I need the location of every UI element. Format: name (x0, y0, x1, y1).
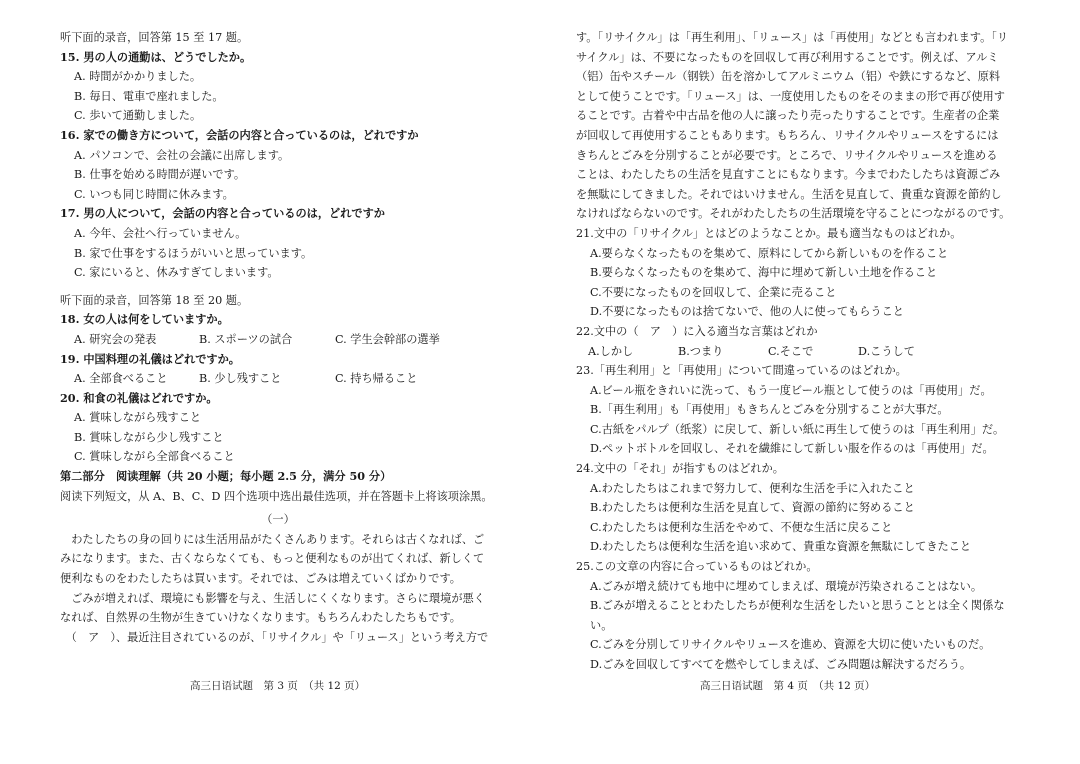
passage-text-left (60, 530, 496, 648)
passage-line: す。「リサイクル」は「再生利用」、「リュース」は「再使用」などとも言われます。「リ (576, 31, 1009, 44)
text-line: 20. 和食の礼儀はどれですか。 (60, 390, 218, 405)
passage-heading: （一） (261, 513, 295, 527)
q22-option-a: A.しかし (588, 344, 634, 358)
q22-option-d: D.こうして (858, 344, 915, 358)
passage-line: みになります。また、古くならなくても、もっと便利なものが出てくれば、新しくて (60, 552, 485, 566)
q21-stem: 21.文中の「リサイクル」とはどのようなことか。最も適当なものはどれか。 (576, 226, 962, 240)
q19-option-a: A. 全部食べること (74, 372, 168, 386)
answer-option: B.ごみが増えることとわたしたちが便利な生活をしたいと思うこととは全く関係な (590, 599, 1005, 613)
passage-line: が回収して再使用することもあります。もちろん、リサイクルやリュースをするには (576, 128, 999, 142)
answer-option: B.要らなくなったものを集めて、海中に埋めて新しい土地を作ること (590, 266, 938, 280)
q24-stem: 24.文中の「それ」が指すものはどれか。 (576, 462, 784, 476)
text-line: 15. 男の人の通勤は、どうでしたか。 (60, 49, 252, 64)
q18-option-a: A. 研究会の発表 (74, 332, 157, 346)
answer-option: C.ごみを分別してリサイクルやリュースを進め、資源を大切に使いたいものだ。 (590, 638, 991, 652)
page-footer-right: 高三日语试题 第 4 页 （共 12 页） (700, 680, 876, 692)
q23-stem: 23.「再生利用」と「再使用」について間違っているのはどれか。 (576, 364, 907, 378)
answer-option: い。 (590, 618, 613, 632)
passage-line: なれば、自然界の生物が生きていけなくなります。もちろんわたしたちもです。 (60, 611, 461, 625)
text-line: 17. 男の人について，会話の内容と合っているのは，どれですか (60, 206, 385, 221)
passage-line: として使うことです。「リュース」は、一度使用したものをそのままの形で再び使用す (576, 89, 1005, 103)
text-line: B. 家で仕事をするほうがいいと思っています。 (74, 246, 313, 260)
answer-option: A.わたしたちはこれまで努力して、便利な生活を手に入れたこと (590, 481, 915, 495)
text-line: B. 賞味しながら少し残すこと (74, 430, 224, 444)
q19-option-c: C. 持ち帰ること (335, 372, 418, 386)
q23-options (576, 381, 1020, 459)
answer-option: C.古紙をパルプ（纸浆）に戻して、新しい紙に再生して使うのは「再生利用」だ。 (590, 422, 1005, 436)
passage-line: なければならないのです。それがわたしたちの生活環境を守ることにつながるのです。 (576, 207, 1011, 221)
q20-and-reading-instructions (60, 389, 496, 507)
q24-options (576, 479, 1020, 557)
text-line: A. 今年、会社へ行っていません。 (74, 226, 247, 240)
answer-option: D.ごみを回収してすべてを燃やしてしまえば、ごみ問題は解決するだろう。 (590, 658, 972, 671)
passage-line: きちんとごみを分別することが必要です。ところで、リサイクルやリュースを進める (576, 148, 998, 162)
passage-line: ごみが増えれば、環境にも影響を与え、生活しにくくなります。さらに環境が悪く (60, 591, 485, 605)
q18-options (60, 330, 496, 350)
left-column (60, 28, 496, 647)
answer-option: D.不要になったものは捨てないで、他の人に使ってもらうこと (590, 305, 904, 319)
text-line: C. 賞味しながら全部食べること (74, 450, 235, 464)
text-line: A. パソコンで、会社の会議に出席します。 (74, 148, 290, 162)
text-line: 阅读下列短文，从 A、B、C、D 四个选项中选出最佳选项，并在答题卡上将该项涂黑。 (60, 489, 493, 503)
text-line: B. 毎日、電車で座れました。 (74, 89, 224, 103)
q22-stem: 22.文中の（ ア ）に入る適当な言葉はどれか (576, 324, 818, 338)
q22-options (576, 342, 1020, 362)
text-line: 18. 女の人は何をしていますか。 (60, 312, 229, 327)
passage-line: （ ア ）、最近注目されているのが、「リサイクル」や「リュース」という考え方で (60, 630, 489, 644)
answer-option: A.ビール瓶をきれいに洗って、もう一度ビール瓶として使うのは「再使用」だ。 (590, 383, 992, 397)
q19-options (60, 369, 496, 389)
passage-line: ることです。古着や中古品を他の人に譲ったり売ったりすることです。生産者の企業 (576, 109, 1000, 123)
answer-option: C.わたしたちは便利な生活をやめて、不便な生活に戻ること (590, 520, 893, 534)
text-line: C. 歩いて通勤しました。 (74, 109, 202, 123)
q22-option-b: B.つまり (678, 344, 724, 358)
passage-text-right (576, 28, 1020, 224)
passage-line: サイクル」は、不要になったものを回収して再び利用することです。例えば、アルミ (576, 50, 999, 64)
answer-option: B.「再生利用」も「再使用」もきちんとごみを分別することが大事だ。 (590, 403, 949, 417)
q18-option-b: B. スポーツの試合 (199, 332, 293, 346)
q18-option-c: C. 学生会幹部の選挙 (335, 332, 440, 346)
passage-line: ことは、わたしたちの生活を見直すことにもなります。今までわたしたちは資源ごみ (576, 168, 1001, 182)
text-line: C. 家にいると、休みすぎてしまいます。 (74, 266, 279, 280)
answer-option: D.わたしたちは便利な生活を追い求めて、貴重な資源を無駄にしてきたこと (590, 540, 972, 554)
answer-option: A.要らなくなったものを集めて、原料にしてから新しいものを作ること (590, 246, 949, 260)
text-line: 第二部分 阅读理解（共 20 小题；每小题 2.5 分，满分 50 分） (60, 469, 392, 484)
answer-option: B.わたしたちは便利な生活を見直して、資源の節約に努めること (590, 501, 915, 515)
q19-option-b: B. 少し残すこと (199, 372, 282, 386)
q19-stem: 19. 中国料理の礼儀はどれですか。 (60, 351, 240, 366)
listening-questions-15-17 (60, 28, 496, 283)
text-line: 听下面的录音，回答第 15 至 17 题。 (60, 31, 249, 44)
listening-questions-18-20 (60, 291, 496, 330)
answer-option: A.ごみが増え続けても地中に埋めてしまえば、環境が汚染されることはない。 (590, 579, 983, 593)
q25-options (576, 577, 1020, 675)
passage-line: を無駄にしてきました。それではいけません。生活を見直して、貴重な資源を節約し (576, 187, 1002, 201)
q22-option-c: C.そこで (768, 344, 814, 358)
q25-stem: 25.この文章の内容に合っているものはどれか。 (576, 560, 818, 574)
exam-page-4 (540, 0, 1080, 764)
text-line: 听下面的录音，回答第 18 至 20 题。 (60, 293, 249, 307)
answer-option: D.ペットボトルを回収し、それを繊維にして新しい服を作るのは「再使用」だ。 (590, 442, 994, 456)
text-line: A. 時間がかかりました。 (74, 70, 202, 84)
text-line: 16. 家での働き方について，会話の内容と合っているのは，どれですか (60, 127, 419, 142)
right-column (576, 28, 1020, 675)
q21-options (576, 244, 1020, 322)
answer-option: C.不要になったものを回収して、企業に売ること (590, 285, 837, 299)
page-footer-left: 高三日语试题 第 3 页 （共 12 页） (190, 680, 366, 692)
passage-line: わたしたちの身の回りには生活用品がたくさんあります。それらは古くなれば、ご (60, 532, 485, 546)
passage-line: 便利なものをわたしたちは買います。それでは、ごみは増えていくばかりです。 (60, 572, 461, 586)
text-line: A. 賞味しながら残すこと (74, 411, 202, 425)
text-line: C. いつも同じ時間に休みます。 (74, 187, 234, 201)
passage-line: （铝）缶やスチール（钢铁）缶を溶かしてアルミニウム（铝）や鉄にするなど、原料 (576, 70, 1001, 84)
text-line: B. 仕事を始める時間が遅いです。 (74, 168, 246, 182)
